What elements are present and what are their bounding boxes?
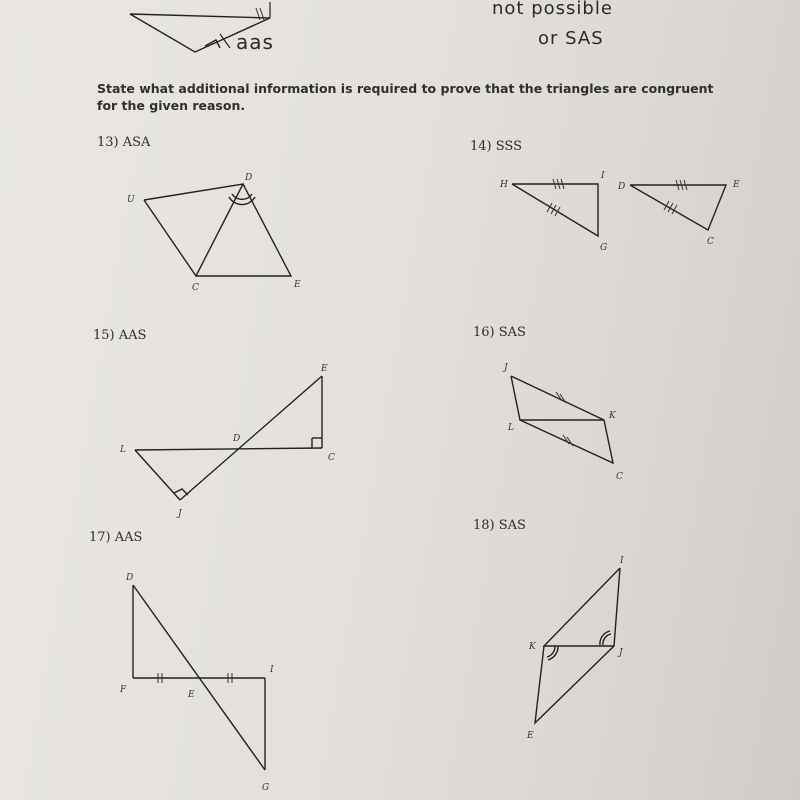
problem-16-label: 16) SAS <box>473 325 526 340</box>
problem-16-vertex-l: L <box>508 423 514 433</box>
problem-18-label: 18) SAS <box>473 518 526 533</box>
problem-17-vertex-g: G <box>262 783 270 793</box>
problem-14-vertex-g: G <box>600 243 608 253</box>
problem-15-vertex-d: D <box>233 434 241 444</box>
problem-15-vertex-c: C <box>328 453 335 463</box>
problem-17-vertex-e: E <box>188 690 195 700</box>
problem-13-vertex-e: E <box>294 280 301 290</box>
problem-17-vertex-i: I <box>270 665 274 675</box>
problem-16-vertex-j: J <box>504 363 508 373</box>
problem-14-vertex-h: H <box>500 180 508 190</box>
problem-15-label: 15) AAS <box>93 328 147 343</box>
problem-17-vertex-d: D <box>126 573 134 583</box>
problem-13-vertex-u: U <box>127 195 135 205</box>
problem-13-label: 13) ASA <box>97 135 151 150</box>
problem-15-vertex-e: E <box>321 364 328 374</box>
problem-17-vertex-f: F <box>120 685 127 695</box>
problem-13-vertex-c: C <box>192 283 199 293</box>
problem-16-vertex-c: C <box>616 472 623 482</box>
problem-15-vertex-l: L <box>120 445 126 455</box>
problem-18-vertex-i: I <box>620 556 624 566</box>
problem-15-vertex-j: J <box>178 509 182 519</box>
problem-14-vertex-i: I <box>601 171 605 181</box>
problem-14-vertex-e: E <box>733 180 740 190</box>
problem-18-vertex-j: J <box>619 648 623 658</box>
problem-14-label: 14) SSS <box>470 139 523 154</box>
problem-14-vertex-d: D <box>618 182 626 192</box>
instructions-text: State what additional information is required to prove that the triangles are congruent for the given reason. <box>97 81 714 113</box>
problem-18-vertex-k: K <box>529 642 536 652</box>
handwritten-answer-right-line2: or SAS <box>538 28 604 49</box>
problem-18-vertex-e: E <box>527 731 534 741</box>
problem-13-vertex-d: D <box>245 173 253 183</box>
handwritten-answer-left: aas <box>236 30 274 54</box>
problem-14-vertex-c: C <box>707 237 714 247</box>
problem-16-vertex-k: K <box>609 411 616 421</box>
handwritten-answer-right-line1: not possible <box>492 0 613 19</box>
problem-17-label: 17) AAS <box>89 530 143 545</box>
